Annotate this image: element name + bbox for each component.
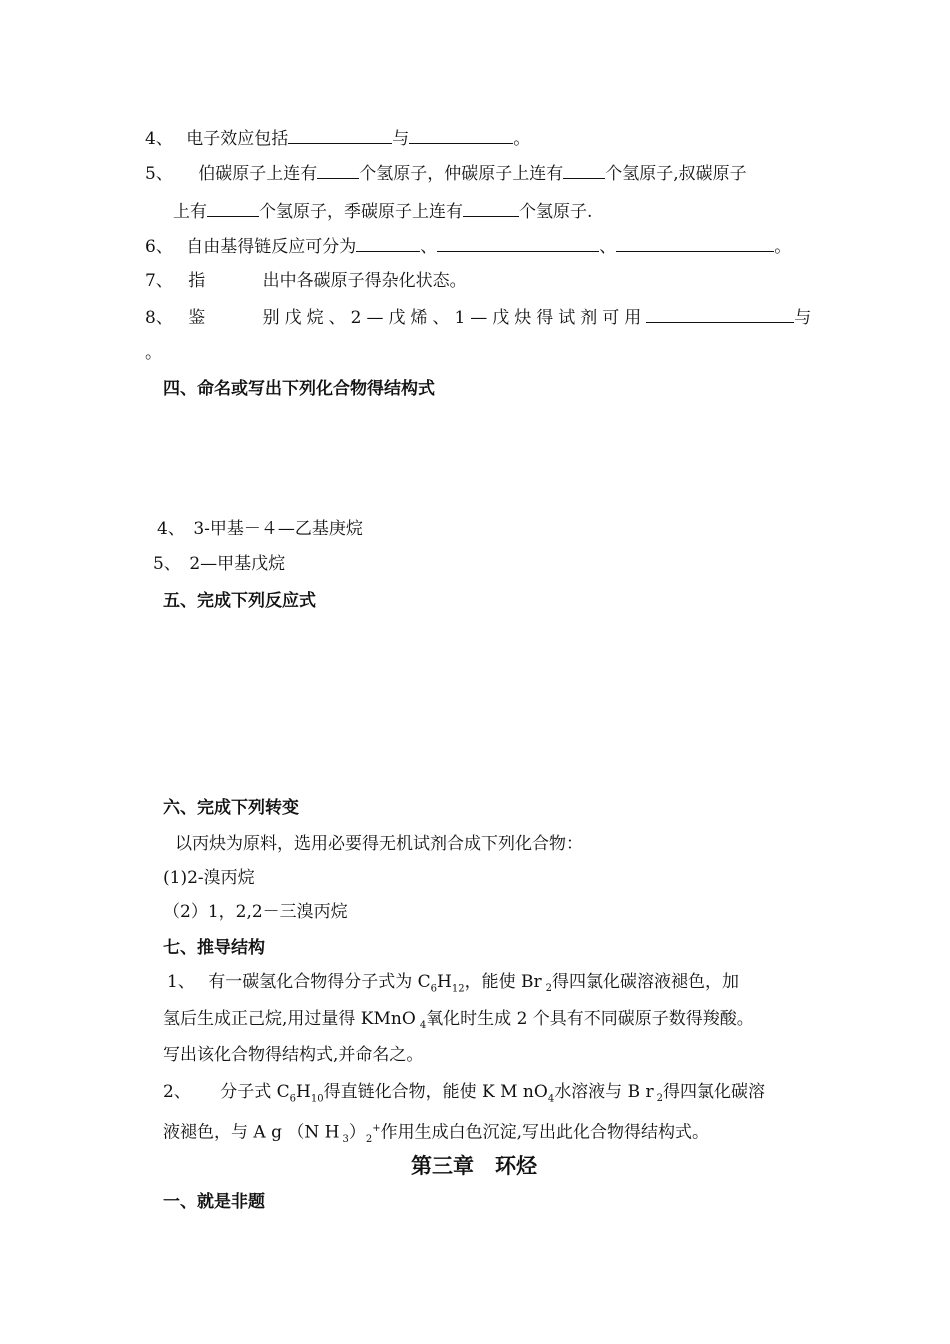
- question-number: 4、: [145, 129, 173, 149]
- section-1-heading: 一、就是非题: [163, 1192, 265, 1212]
- question-text: 出中各碳原子得杂化状态。: [262, 271, 467, 291]
- question-number: 5、: [145, 164, 173, 184]
- answer-blank[interactable]: [616, 235, 774, 252]
- answer-blank[interactable]: [437, 235, 599, 252]
- section-6-item-2: （2）1，2,2－三溴丙烷: [163, 902, 348, 922]
- answer-blank[interactable]: [646, 306, 794, 323]
- section-4-heading: 四、命名或写出下列化合物得结构式: [163, 379, 435, 399]
- section-5-heading: 五、完成下列反应式: [163, 591, 316, 611]
- question-5-line-2: 上有 个氢原子，季碳原子上连有 个氢原子.: [173, 202, 593, 222]
- section-7-problem-2: 2、 分子式 $C_6H_{10}$得直链化合物，能使 K M $nO_4$水溶液与 B r $_2$得四氯化碳溶: [163, 1082, 765, 1105]
- question-4: 4、 电子效应包括 与 。: [145, 129, 531, 149]
- section-7-problem-2-line-2: 液褪色，与 A g （N H $_3)_2^+$作用生成白色沉淀,写出此化合物得结构式。: [163, 1122, 710, 1146]
- answer-blank[interactable]: [207, 200, 259, 217]
- question-7: 7、 指 出中各碳原子得杂化状态。: [145, 271, 467, 291]
- answer-blank[interactable]: [463, 200, 519, 217]
- section-6-intro: 以丙炔为原料，选用必要得无机试剂合成下列化合物：: [175, 834, 583, 854]
- section-4-item-4: 4、 3-甲基－４—乙基庚烷: [157, 519, 363, 539]
- section-7-problem-1: 1、 有一碳氢化合物得分子式为 $C_6H_{12}$，能使 Br $_2$得四氯化碳溶液褪色，加: [167, 972, 739, 995]
- question-5: 5、 伯碳原子上连有 个氢原子，仲碳原子上连有 个氢原子,叔碳原子: [145, 164, 747, 184]
- answer-blank[interactable]: [288, 127, 392, 144]
- section-4-item-5: 5、 2—甲基戊烷: [153, 554, 286, 574]
- chapter-title: 第三章 环烃: [411, 1154, 537, 1178]
- answer-blank[interactable]: [563, 162, 605, 179]
- question-8: 8、 鉴 别戊烷、2—戊烯、1—戊炔得试剂可用 与: [145, 308, 812, 328]
- question-number: 7、: [145, 271, 173, 291]
- question-number: 6、: [145, 237, 173, 257]
- answer-blank[interactable]: [409, 127, 513, 144]
- question-text: 伯碳原子上连有: [198, 164, 318, 184]
- question-text: 别戊烷、2—戊烯、1—戊炔得试剂可用: [262, 308, 647, 328]
- section-6-heading: 六、完成下列转变: [163, 798, 299, 818]
- answer-blank[interactable]: [317, 162, 359, 179]
- answer-blank[interactable]: [356, 235, 420, 252]
- question-number: 8、: [145, 308, 173, 328]
- section-7-heading: 七、推导结构: [163, 938, 265, 958]
- question-text: 自由基得链反应可分为: [186, 237, 357, 257]
- section-7-problem-1-line-2: 氢后生成正己烷,用过量得 KMnO $_4$氧化时生成 2 个具有不同碳原子数得羧酸。: [163, 1009, 754, 1032]
- section-6-item-1: (1)2-溴丙烷: [163, 868, 255, 888]
- question-8-end: 。: [145, 343, 162, 363]
- section-7-problem-1-line-3: 写出该化合物得结构式,并命名之。: [163, 1045, 424, 1065]
- question-6: 6、 自由基得链反应可分为 、 、 。: [145, 237, 792, 257]
- question-text: 电子效应包括: [186, 129, 289, 149]
